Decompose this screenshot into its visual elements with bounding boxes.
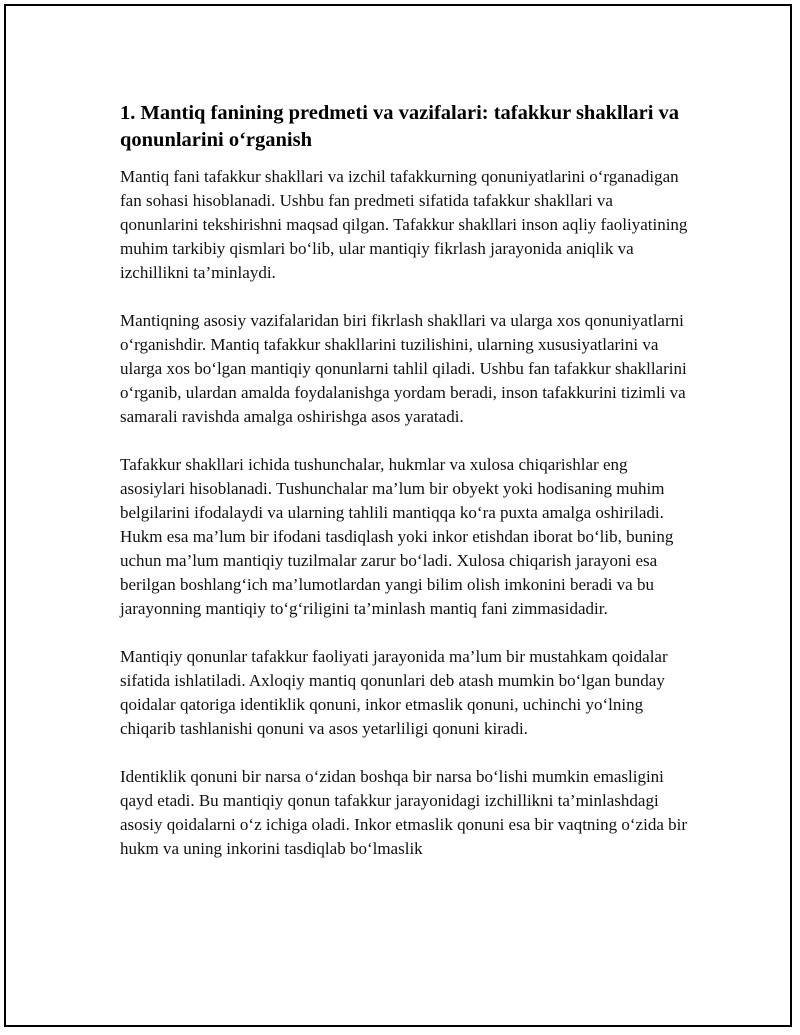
document-body (120, 100, 690, 885)
document-page (4, 4, 792, 1027)
paragraph-3: Tafakkur shakllari ichida tushunchalar, hukmlar va xulosa chiqarishlar eng asosiylari hisoblanadi. Tushunchalar ma’lum bir obyekt yoki hodisaning muhim belgilarini ifodalaydi va ularning tahlili mantiqqa ko‘ra puxta amalga oshiriladi. Hukm esa ma’lum bir ifodani tasdiqlash yoki inkor etishdan iborat bo‘lib, buning uchun ma’lum mantiqiy tuzilmalar zarur bo‘ladi. Xulosa chiqarish jarayoni esa berilgan boshlang‘ich ma’lumotlardan yangi bilim olish imkonini beradi va bu jarayonning mantiqiy to‘g‘riligini ta’minlash mantiq fani zimmasidadir. (120, 455, 674, 618)
paragraph-2: Mantiqning asosiy vazifalaridan biri fikrlash shakllari va ularga xos qonuniyatlarni o‘rganishdir. Mantiq tafakkur shakllarini tuzilishini, ularning xususiyatlarini va ularga xos bo‘lgan mantiqiy qonunlarni tahlil qiladi. Ushbu fan tafakkur shakllarini o‘rganib, ulardan amalda foydalanishga yordam beradi, inson tafakkurini tizimli va samarali ravishda amalga oshirishga asos yaratadi. (120, 311, 687, 426)
paragraph-4: Mantiqiy qonunlar tafakkur faoliyati jarayonida ma’lum bir mustahkam qoidalar sifatida ishlatiladi. Axloqiy mantiq qonunlari deb atash mumkin bo‘lgan bunday qoidalar qatoriga identiklik qonuni, inkor etmaslik qonuni, uchinchi yo‘lning chiqarib tashlanishi qonuni va asos yetarliligi qonuni kiradi. (120, 647, 668, 738)
paragraph-5: Identiklik qonuni bir narsa o‘zidan boshqa bir narsa bo‘lishi mumkin emasligini qayd etadi. Bu mantiqiy qonun tafakkur jarayonidagi izchillikni ta’minlashdagi asosiy qoidalarni o‘z ichiga oladi. Inkor etmaslik qonuni esa bir vaqtning o‘zida bir hukm va uning inkorini tasdiqlab bo‘lmaslik (120, 767, 687, 858)
paragraph-1: Mantiq fani tafakkur shakllari va izchil tafakkurning qonuniyatlarini o‘rganadigan fan sohasi hisoblanadi. Ushbu fan predmeti sifatida tafakkur shakllari va qonunlarini tekshirishni maqsad qilgan. Tafakkur shakllari inson aqliy faoliyatining muhim tarkibiy qismlari bo‘lib, ular mantiqiy fikrlash jarayonida aniqlik va izchillikni ta’minlaydi. (120, 167, 688, 282)
section-title: 1. Mantiq fanining predmeti va vazifalari: tafakkur shakllari va qonunlarini o‘rganish (120, 102, 680, 151)
